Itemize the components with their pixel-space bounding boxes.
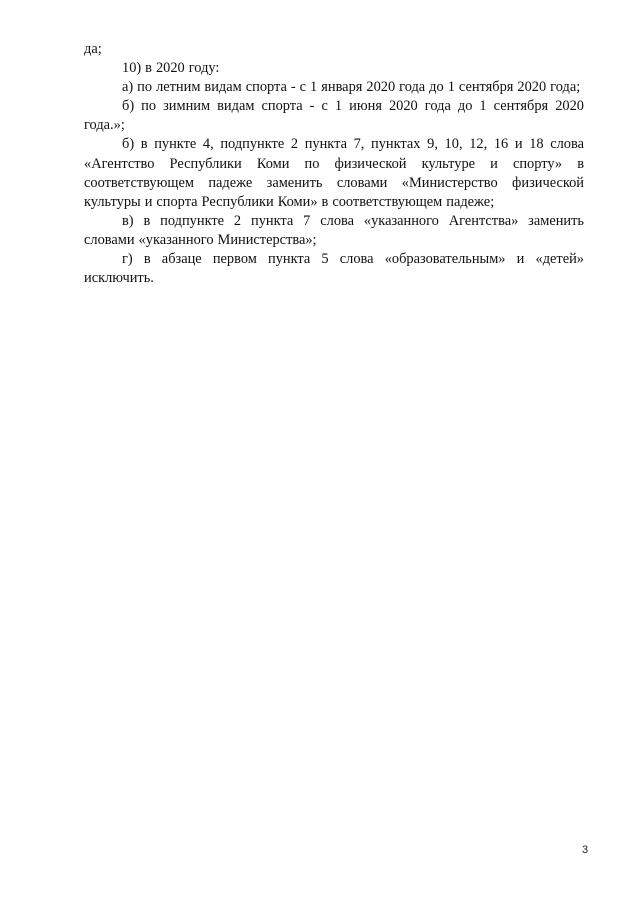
document-body [84,40,584,288]
paragraph-summer-sports: а) по летним видам спорта - с 1 января 2020 года до 1 сентября 2020 года; [122,79,581,96]
paragraph-amendment-b: б) в пункте 4, подпункте 2 пункта 7, пунктах 9, 10, 12, 16 и 18 слова «Агентство Республики Коми по физической культуре и спорту» в соответствующем падеже заменить словами «Министерство физической культуры и спорта Республики Коми» в соответствующем падеже; [84,136,584,210]
page-number: 3 [581,844,589,856]
paragraph-amendment-v: в) в подпункте 2 пункта 7 слова «указанного Агентства» заменить словами «указанного Министерства»; [84,212,584,248]
paragraph-continuation: да; [84,41,102,57]
paragraph-winter-sports: б) по зимним видам спорта - с 1 июня 2020 года до 1 сентября 2020 года.»; [84,98,584,134]
paragraph-amendment-g: г) в абзаце первом пункта 5 слова «образовательным» и «детей» исключить. [84,251,584,287]
paragraph-item-10: 10) в 2020 году: [122,60,220,77]
